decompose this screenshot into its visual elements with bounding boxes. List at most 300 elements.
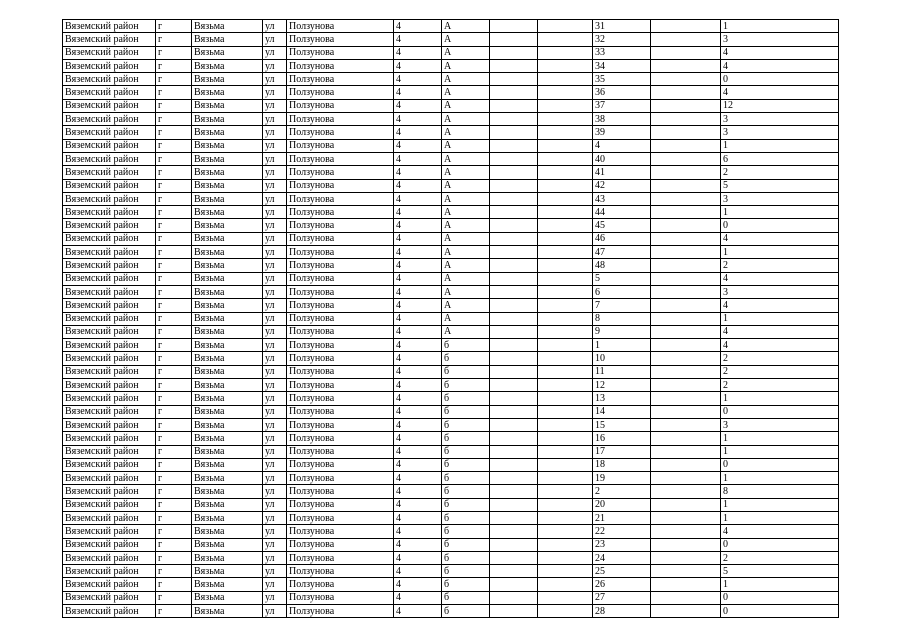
cell-col-9 — [538, 312, 593, 325]
cell-col-9 — [538, 339, 593, 352]
table-row — [63, 352, 839, 365]
cell-col-9 — [538, 179, 593, 192]
cell-apartment-number: 5 — [593, 272, 651, 285]
cell-building-letter: б — [442, 485, 490, 498]
cell-street: Ползунова — [287, 113, 394, 126]
cell-district: Вяземский район — [63, 152, 156, 165]
cell-col-9 — [538, 139, 593, 152]
cell-settlement-type: г — [156, 511, 192, 524]
cell-count: 3 — [721, 33, 839, 46]
cell-building-letter: б — [442, 578, 490, 591]
cell-col-11 — [651, 299, 721, 312]
cell-street-type: ул — [263, 219, 287, 232]
cell-col-9 — [538, 166, 593, 179]
cell-col-8 — [490, 591, 538, 604]
table-row — [63, 485, 839, 498]
cell-house-number: 4 — [394, 379, 442, 392]
cell-col-8 — [490, 392, 538, 405]
cell-col-11 — [651, 485, 721, 498]
cell-settlement-type: г — [156, 73, 192, 86]
cell-count: 4 — [721, 325, 839, 338]
table-row — [63, 192, 839, 205]
cell-apartment-number: 22 — [593, 525, 651, 538]
cell-count: 12 — [721, 99, 839, 112]
cell-col-11 — [651, 126, 721, 139]
cell-building-letter: А — [442, 192, 490, 205]
cell-building-letter: б — [442, 352, 490, 365]
cell-city: Вязьма — [192, 339, 263, 352]
cell-apartment-number: 36 — [593, 86, 651, 99]
cell-house-number: 4 — [394, 565, 442, 578]
cell-building-letter: А — [442, 33, 490, 46]
cell-street: Ползунова — [287, 246, 394, 259]
cell-settlement-type: г — [156, 339, 192, 352]
cell-street: Ползунова — [287, 259, 394, 272]
cell-house-number: 4 — [394, 325, 442, 338]
table-row — [63, 538, 839, 551]
cell-city: Вязьма — [192, 219, 263, 232]
cell-settlement-type: г — [156, 392, 192, 405]
cell-street-type: ул — [263, 472, 287, 485]
cell-city: Вязьма — [192, 272, 263, 285]
cell-city: Вязьма — [192, 285, 263, 298]
cell-city: Вязьма — [192, 538, 263, 551]
table-row — [63, 591, 839, 604]
cell-col-8 — [490, 246, 538, 259]
cell-building-letter: А — [442, 99, 490, 112]
cell-street-type: ул — [263, 246, 287, 259]
cell-settlement-type: г — [156, 86, 192, 99]
cell-col-9 — [538, 272, 593, 285]
cell-col-11 — [651, 405, 721, 418]
cell-city: Вязьма — [192, 73, 263, 86]
cell-street: Ползунова — [287, 458, 394, 471]
cell-col-11 — [651, 73, 721, 86]
cell-district: Вяземский район — [63, 525, 156, 538]
cell-col-8 — [490, 126, 538, 139]
cell-street-type: ул — [263, 432, 287, 445]
cell-col-9 — [538, 458, 593, 471]
cell-street-type: ул — [263, 605, 287, 618]
cell-settlement-type: г — [156, 565, 192, 578]
cell-house-number: 4 — [394, 59, 442, 72]
cell-street-type: ул — [263, 73, 287, 86]
cell-count: 0 — [721, 591, 839, 604]
cell-building-letter: А — [442, 232, 490, 245]
cell-street-type: ул — [263, 591, 287, 604]
cell-street: Ползунова — [287, 166, 394, 179]
cell-apartment-number: 26 — [593, 578, 651, 591]
cell-col-8 — [490, 578, 538, 591]
cell-apartment-number: 10 — [593, 352, 651, 365]
cell-settlement-type: г — [156, 472, 192, 485]
cell-apartment-number: 14 — [593, 405, 651, 418]
cell-street: Ползунова — [287, 605, 394, 618]
cell-house-number: 4 — [394, 498, 442, 511]
cell-apartment-number: 37 — [593, 99, 651, 112]
cell-apartment-number: 32 — [593, 33, 651, 46]
cell-col-11 — [651, 379, 721, 392]
cell-city: Вязьма — [192, 312, 263, 325]
cell-city: Вязьма — [192, 113, 263, 126]
cell-house-number: 4 — [394, 525, 442, 538]
cell-col-11 — [651, 139, 721, 152]
cell-col-11 — [651, 605, 721, 618]
table-row — [63, 232, 839, 245]
cell-city: Вязьма — [192, 605, 263, 618]
cell-apartment-number: 44 — [593, 206, 651, 219]
cell-street-type: ул — [263, 325, 287, 338]
cell-street: Ползунова — [287, 192, 394, 205]
cell-street: Ползунова — [287, 219, 394, 232]
cell-col-9 — [538, 86, 593, 99]
cell-col-9 — [538, 392, 593, 405]
cell-apartment-number: 9 — [593, 325, 651, 338]
cell-house-number: 4 — [394, 99, 442, 112]
cell-house-number: 4 — [394, 20, 442, 33]
cell-city: Вязьма — [192, 192, 263, 205]
cell-settlement-type: г — [156, 192, 192, 205]
cell-street: Ползунова — [287, 99, 394, 112]
table-row — [63, 259, 839, 272]
table-row — [63, 99, 839, 112]
cell-col-8 — [490, 166, 538, 179]
cell-col-11 — [651, 192, 721, 205]
cell-district: Вяземский район — [63, 591, 156, 604]
cell-settlement-type: г — [156, 605, 192, 618]
cell-settlement-type: г — [156, 259, 192, 272]
cell-street: Ползунова — [287, 578, 394, 591]
cell-col-8 — [490, 445, 538, 458]
cell-settlement-type: г — [156, 525, 192, 538]
cell-col-11 — [651, 59, 721, 72]
cell-col-9 — [538, 365, 593, 378]
cell-street-type: ул — [263, 498, 287, 511]
cell-building-letter: б — [442, 365, 490, 378]
cell-col-9 — [538, 325, 593, 338]
cell-col-8 — [490, 192, 538, 205]
cell-col-11 — [651, 591, 721, 604]
table-row — [63, 299, 839, 312]
cell-count: 2 — [721, 166, 839, 179]
cell-col-11 — [651, 352, 721, 365]
cell-city: Вязьма — [192, 379, 263, 392]
cell-building-letter: А — [442, 152, 490, 165]
cell-settlement-type: г — [156, 578, 192, 591]
cell-count: 3 — [721, 192, 839, 205]
cell-street-type: ул — [263, 33, 287, 46]
cell-house-number: 4 — [394, 445, 442, 458]
cell-city: Вязьма — [192, 59, 263, 72]
table-row — [63, 33, 839, 46]
cell-col-11 — [651, 86, 721, 99]
cell-count: 0 — [721, 405, 839, 418]
cell-col-9 — [538, 445, 593, 458]
cell-count: 1 — [721, 511, 839, 524]
cell-settlement-type: г — [156, 179, 192, 192]
cell-col-11 — [651, 285, 721, 298]
cell-apartment-number: 21 — [593, 511, 651, 524]
cell-col-8 — [490, 339, 538, 352]
cell-apartment-number: 1 — [593, 339, 651, 352]
cell-district: Вяземский район — [63, 339, 156, 352]
cell-col-9 — [538, 20, 593, 33]
cell-house-number: 4 — [394, 551, 442, 564]
cell-col-11 — [651, 525, 721, 538]
cell-district: Вяземский район — [63, 126, 156, 139]
cell-col-8 — [490, 525, 538, 538]
cell-building-letter: б — [442, 605, 490, 618]
cell-col-8 — [490, 20, 538, 33]
cell-district: Вяземский район — [63, 392, 156, 405]
table-row — [63, 219, 839, 232]
cell-building-letter: А — [442, 179, 490, 192]
cell-col-11 — [651, 325, 721, 338]
cell-apartment-number: 6 — [593, 285, 651, 298]
cell-building-letter: А — [442, 219, 490, 232]
cell-count: 1 — [721, 578, 839, 591]
cell-building-letter: А — [442, 73, 490, 86]
cell-apartment-number: 45 — [593, 219, 651, 232]
cell-district: Вяземский район — [63, 166, 156, 179]
table-row — [63, 339, 839, 352]
cell-settlement-type: г — [156, 312, 192, 325]
cell-district: Вяземский район — [63, 139, 156, 152]
cell-street: Ползунова — [287, 46, 394, 59]
cell-building-letter: А — [442, 113, 490, 126]
cell-count: 3 — [721, 418, 839, 431]
cell-city: Вязьма — [192, 232, 263, 245]
cell-district: Вяземский район — [63, 219, 156, 232]
cell-apartment-number: 35 — [593, 73, 651, 86]
cell-house-number: 4 — [394, 179, 442, 192]
cell-count: 2 — [721, 352, 839, 365]
cell-col-11 — [651, 179, 721, 192]
cell-col-9 — [538, 299, 593, 312]
cell-district: Вяземский район — [63, 259, 156, 272]
cell-building-letter: б — [442, 392, 490, 405]
cell-house-number: 4 — [394, 259, 442, 272]
cell-street-type: ул — [263, 578, 287, 591]
table-row — [63, 365, 839, 378]
cell-street: Ползунова — [287, 152, 394, 165]
cell-street-type: ул — [263, 312, 287, 325]
cell-col-8 — [490, 299, 538, 312]
cell-city: Вязьма — [192, 458, 263, 471]
cell-col-8 — [490, 365, 538, 378]
cell-count: 0 — [721, 219, 839, 232]
cell-district: Вяземский район — [63, 458, 156, 471]
cell-city: Вязьма — [192, 511, 263, 524]
cell-district: Вяземский район — [63, 418, 156, 431]
cell-building-letter: б — [442, 418, 490, 431]
cell-settlement-type: г — [156, 538, 192, 551]
cell-col-8 — [490, 325, 538, 338]
cell-col-11 — [651, 99, 721, 112]
table-row — [63, 272, 839, 285]
cell-settlement-type: г — [156, 113, 192, 126]
cell-street-type: ул — [263, 485, 287, 498]
cell-col-8 — [490, 432, 538, 445]
cell-district: Вяземский район — [63, 113, 156, 126]
cell-district: Вяземский район — [63, 232, 156, 245]
table-row — [63, 166, 839, 179]
cell-count: 3 — [721, 285, 839, 298]
cell-apartment-number: 12 — [593, 379, 651, 392]
cell-street: Ползунова — [287, 418, 394, 431]
cell-house-number: 4 — [394, 538, 442, 551]
cell-building-letter: б — [442, 432, 490, 445]
cell-count: 1 — [721, 498, 839, 511]
cell-house-number: 4 — [394, 232, 442, 245]
table-row — [63, 472, 839, 485]
cell-col-8 — [490, 379, 538, 392]
cell-house-number: 4 — [394, 219, 442, 232]
cell-house-number: 4 — [394, 591, 442, 604]
table-row — [63, 246, 839, 259]
cell-street-type: ул — [263, 166, 287, 179]
table-row — [63, 86, 839, 99]
cell-settlement-type: г — [156, 285, 192, 298]
table-row — [63, 418, 839, 431]
cell-count: 4 — [721, 46, 839, 59]
cell-district: Вяземский район — [63, 285, 156, 298]
table-row — [63, 511, 839, 524]
cell-building-letter: А — [442, 86, 490, 99]
cell-street: Ползунова — [287, 538, 394, 551]
cell-col-8 — [490, 232, 538, 245]
cell-settlement-type: г — [156, 432, 192, 445]
cell-settlement-type: г — [156, 405, 192, 418]
cell-city: Вязьма — [192, 179, 263, 192]
cell-street: Ползунова — [287, 33, 394, 46]
cell-building-letter: А — [442, 272, 490, 285]
cell-district: Вяземский район — [63, 578, 156, 591]
cell-house-number: 4 — [394, 152, 442, 165]
cell-col-11 — [651, 578, 721, 591]
cell-house-number: 4 — [394, 511, 442, 524]
cell-building-letter: б — [442, 498, 490, 511]
cell-settlement-type: г — [156, 232, 192, 245]
cell-apartment-number: 25 — [593, 565, 651, 578]
cell-district: Вяземский район — [63, 73, 156, 86]
cell-street-type: ул — [263, 511, 287, 524]
cell-col-8 — [490, 113, 538, 126]
cell-building-letter: б — [442, 458, 490, 471]
cell-col-11 — [651, 392, 721, 405]
cell-col-9 — [538, 605, 593, 618]
table-row — [63, 312, 839, 325]
cell-building-letter: А — [442, 166, 490, 179]
cell-street-type: ул — [263, 20, 287, 33]
cell-col-8 — [490, 219, 538, 232]
table-row — [63, 325, 839, 338]
cell-apartment-number: 41 — [593, 166, 651, 179]
cell-city: Вязьма — [192, 418, 263, 431]
cell-city: Вязьма — [192, 525, 263, 538]
cell-building-letter: А — [442, 246, 490, 259]
table-row — [63, 20, 839, 33]
cell-street-type: ул — [263, 192, 287, 205]
table-row — [63, 73, 839, 86]
cell-house-number: 4 — [394, 206, 442, 219]
cell-street: Ползунова — [287, 565, 394, 578]
cell-street-type: ул — [263, 113, 287, 126]
cell-col-8 — [490, 551, 538, 564]
cell-street: Ползунова — [287, 379, 394, 392]
cell-col-9 — [538, 285, 593, 298]
cell-district: Вяземский район — [63, 46, 156, 59]
cell-col-9 — [538, 33, 593, 46]
cell-count: 0 — [721, 458, 839, 471]
address-table — [62, 19, 839, 618]
cell-city: Вязьма — [192, 445, 263, 458]
cell-street-type: ул — [263, 126, 287, 139]
cell-settlement-type: г — [156, 458, 192, 471]
cell-house-number: 4 — [394, 299, 442, 312]
cell-district: Вяземский район — [63, 405, 156, 418]
cell-col-11 — [651, 232, 721, 245]
cell-col-9 — [538, 511, 593, 524]
cell-building-letter: б — [442, 445, 490, 458]
cell-col-9 — [538, 538, 593, 551]
cell-col-11 — [651, 339, 721, 352]
cell-settlement-type: г — [156, 33, 192, 46]
table-row — [63, 113, 839, 126]
cell-apartment-number: 7 — [593, 299, 651, 312]
cell-district: Вяземский район — [63, 551, 156, 564]
cell-street: Ползунова — [287, 511, 394, 524]
cell-district: Вяземский район — [63, 246, 156, 259]
cell-col-11 — [651, 219, 721, 232]
cell-col-11 — [651, 113, 721, 126]
cell-house-number: 4 — [394, 458, 442, 471]
cell-col-9 — [538, 46, 593, 59]
cell-col-8 — [490, 73, 538, 86]
cell-street-type: ул — [263, 86, 287, 99]
cell-col-8 — [490, 86, 538, 99]
cell-district: Вяземский район — [63, 299, 156, 312]
cell-city: Вязьма — [192, 246, 263, 259]
cell-count: 5 — [721, 179, 839, 192]
table-row — [63, 458, 839, 471]
cell-building-letter: А — [442, 325, 490, 338]
cell-city: Вязьма — [192, 472, 263, 485]
cell-street-type: ул — [263, 259, 287, 272]
cell-col-11 — [651, 538, 721, 551]
table-row — [63, 179, 839, 192]
cell-col-11 — [651, 418, 721, 431]
cell-apartment-number: 4 — [593, 139, 651, 152]
table-row — [63, 605, 839, 618]
cell-building-letter: А — [442, 312, 490, 325]
cell-col-11 — [651, 511, 721, 524]
cell-city: Вязьма — [192, 126, 263, 139]
cell-col-9 — [538, 485, 593, 498]
cell-district: Вяземский район — [63, 365, 156, 378]
cell-street: Ползунова — [287, 472, 394, 485]
cell-col-9 — [538, 525, 593, 538]
cell-col-8 — [490, 179, 538, 192]
cell-district: Вяземский район — [63, 206, 156, 219]
cell-district: Вяземский район — [63, 432, 156, 445]
cell-apartment-number: 43 — [593, 192, 651, 205]
cell-street-type: ул — [263, 405, 287, 418]
cell-col-9 — [538, 259, 593, 272]
cell-apartment-number: 33 — [593, 46, 651, 59]
cell-settlement-type: г — [156, 246, 192, 259]
cell-district: Вяземский район — [63, 538, 156, 551]
